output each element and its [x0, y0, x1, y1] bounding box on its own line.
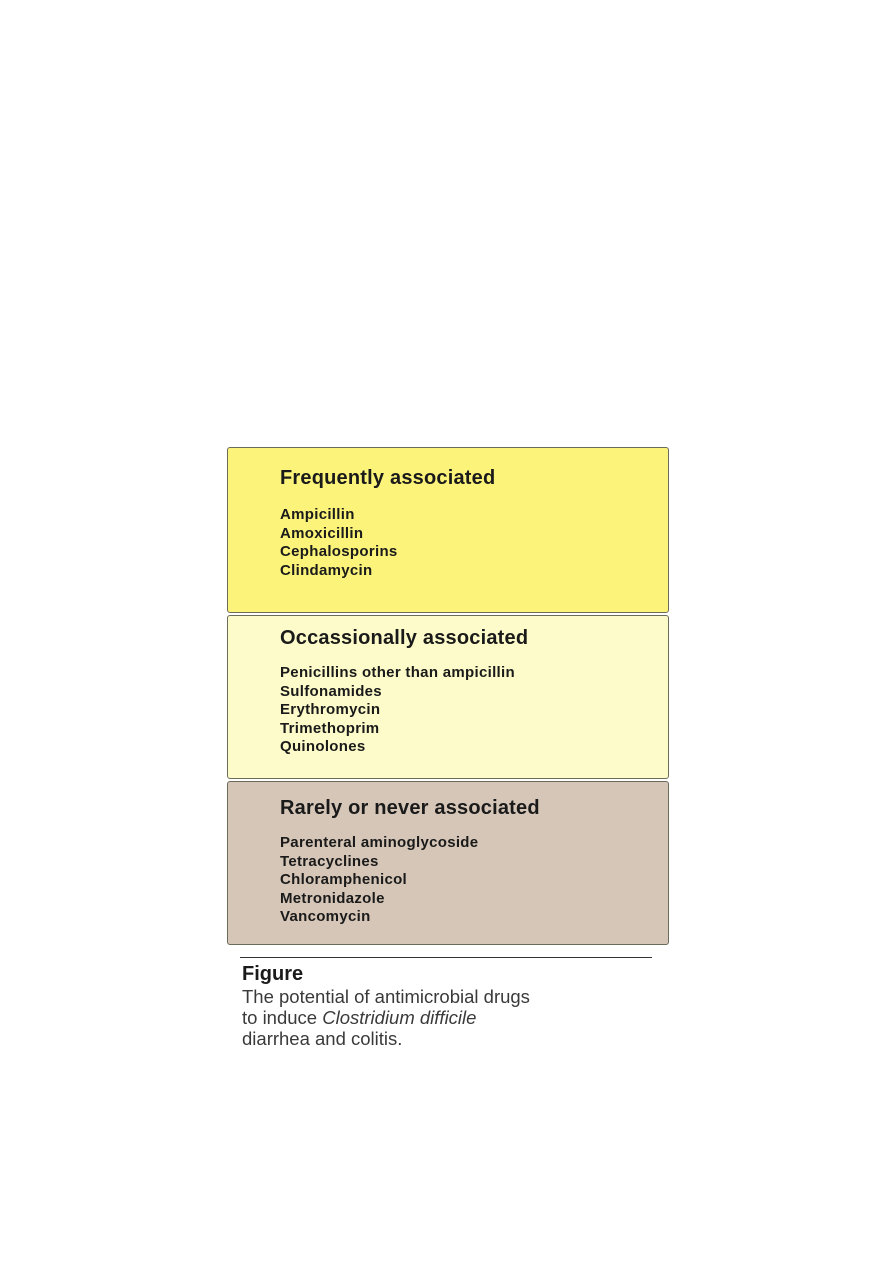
caption-label: Figure	[242, 963, 304, 985]
list-item: Erythromycin	[280, 701, 381, 718]
list-item: Amoxicillin	[280, 524, 364, 542]
list-item: Trimethoprim	[280, 719, 380, 737]
list-item: Tetracyclines	[280, 852, 379, 870]
frequently-associated-box	[227, 447, 669, 613]
frequently-associated-list	[280, 506, 668, 580]
list-item: Cephalosporins	[280, 543, 398, 560]
caption-line-3: diarrhea and colitis.	[242, 1028, 403, 1049]
list-item: Parenteral aminoglycoside	[280, 834, 479, 851]
list-item: Ampicillin	[280, 506, 355, 523]
occasionally-associated-box	[227, 615, 669, 779]
list-item: Quinolones	[280, 738, 366, 755]
figure-panel	[227, 447, 669, 947]
list-item: Chloramphenicol	[280, 871, 408, 888]
rarely-associated-box	[227, 781, 669, 945]
caption-divider	[240, 957, 652, 958]
list-item: Vancomycin	[280, 908, 371, 925]
frequently-associated-heading: Frequently associated	[280, 467, 496, 489]
rarely-associated-heading: Rarely or never associated	[280, 797, 540, 819]
caption-organism-name: Clostridium difficile	[322, 1007, 477, 1028]
list-item: Penicillins other than ampicillin	[280, 664, 515, 681]
figure-caption	[242, 962, 662, 1049]
list-item: Sulfonamides	[280, 682, 382, 700]
rarely-associated-list	[280, 834, 668, 927]
occasionally-associated-list	[280, 664, 668, 757]
caption-line-1: The potential of antimicrobial drugs	[242, 986, 530, 1007]
caption-text	[242, 986, 662, 1049]
occasionally-associated-heading: Occassionally associated	[280, 627, 529, 649]
list-item: Clindamycin	[280, 561, 373, 579]
caption-line-2-prefix: to induce	[242, 1007, 323, 1028]
list-item: Metronidazole	[280, 889, 385, 907]
